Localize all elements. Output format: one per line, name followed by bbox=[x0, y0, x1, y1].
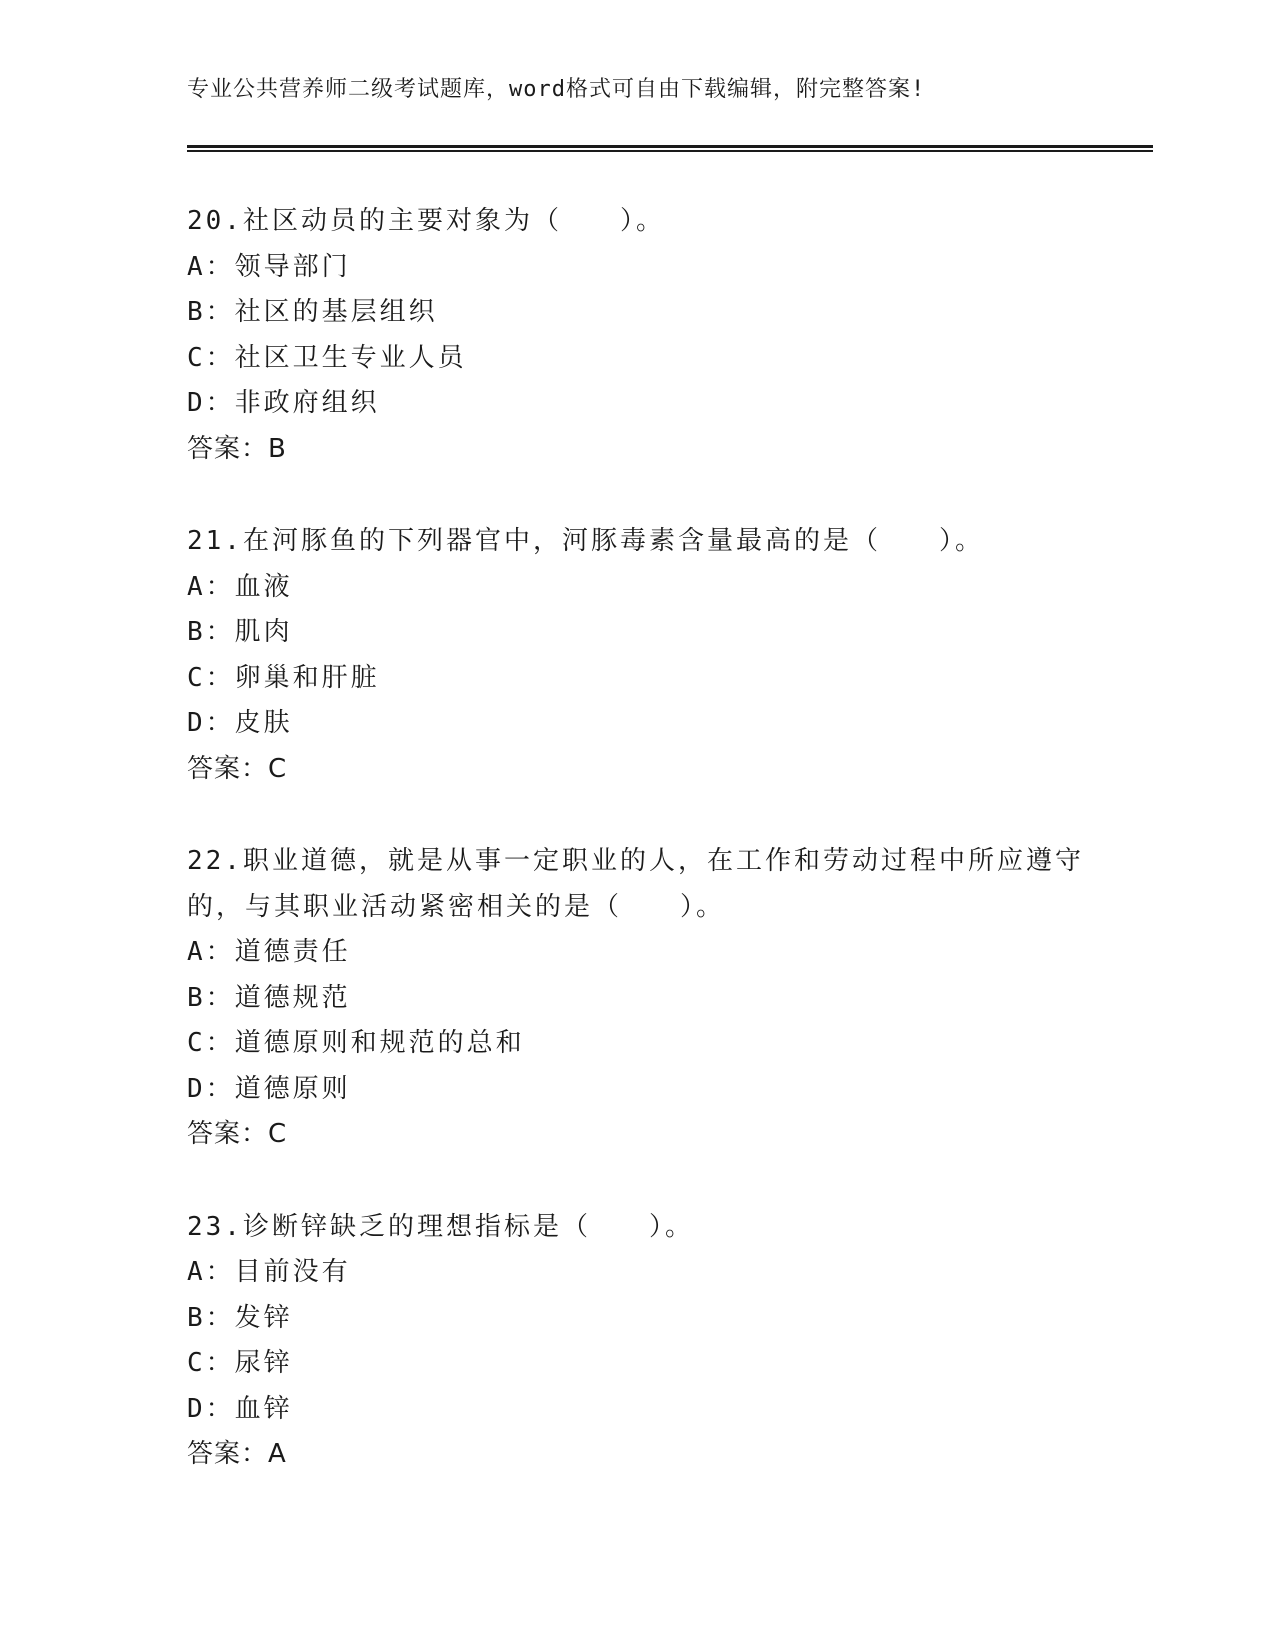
option-d: D：非政府组织 bbox=[187, 388, 380, 418]
option-c: C：卵巢和肝脏 bbox=[187, 662, 380, 693]
option-d: D：皮肤 bbox=[187, 708, 293, 738]
option-b: B：发锌 bbox=[187, 1302, 293, 1333]
header-rule-thick bbox=[187, 145, 1153, 148]
option-a: A：血液 bbox=[187, 571, 293, 602]
question-list bbox=[187, 199, 1087, 1525]
answer-line: 答案：A bbox=[187, 1439, 287, 1469]
option-a: A：道德责任 bbox=[187, 937, 351, 967]
option-d: D：血锌 bbox=[187, 1393, 293, 1424]
question-23 bbox=[187, 1205, 1087, 1478]
question-text: 23.诊断锌缺乏的理想指标是（ ）。 bbox=[187, 1211, 694, 1242]
answer-line: 答案：B bbox=[187, 433, 287, 464]
option-c: C：道德原则和规范的总和 bbox=[187, 1028, 525, 1058]
answer-line: 答案：C bbox=[187, 1119, 288, 1149]
question-text-continued: 的，与其职业活动紧密相关的是（ ）。 bbox=[187, 891, 726, 922]
option-a: A：领导部门 bbox=[187, 251, 351, 282]
answer-line: 答案：C bbox=[187, 753, 288, 784]
option-b: B：社区的基层组织 bbox=[187, 297, 438, 327]
question-text: 21.在河豚鱼的下列器官中，河豚毒素含量最高的是（ ）。 bbox=[187, 526, 984, 556]
option-c: C：社区卫生专业人员 bbox=[187, 342, 467, 373]
question-text: 20.社区动员的主要对象为（ ）。 bbox=[187, 206, 665, 236]
option-a: A：目前没有 bbox=[187, 1257, 351, 1287]
option-d: D：道德原则 bbox=[187, 1073, 351, 1104]
option-b: B：肌肉 bbox=[187, 617, 293, 647]
option-b: B：道德规范 bbox=[187, 982, 351, 1013]
header-rule-thin bbox=[187, 150, 1153, 152]
page-header: 专业公共营养师二级考试题库，word格式可自由下载编辑，附完整答案! bbox=[187, 77, 926, 102]
question-text: 22.职业道德，就是从事一定职业的人，在工作和劳动过程中所应遵守 bbox=[187, 846, 1084, 876]
option-c: C：尿锌 bbox=[187, 1348, 293, 1378]
question-21 bbox=[187, 519, 1087, 792]
question-20 bbox=[187, 199, 1087, 472]
question-22 bbox=[187, 839, 1087, 1158]
